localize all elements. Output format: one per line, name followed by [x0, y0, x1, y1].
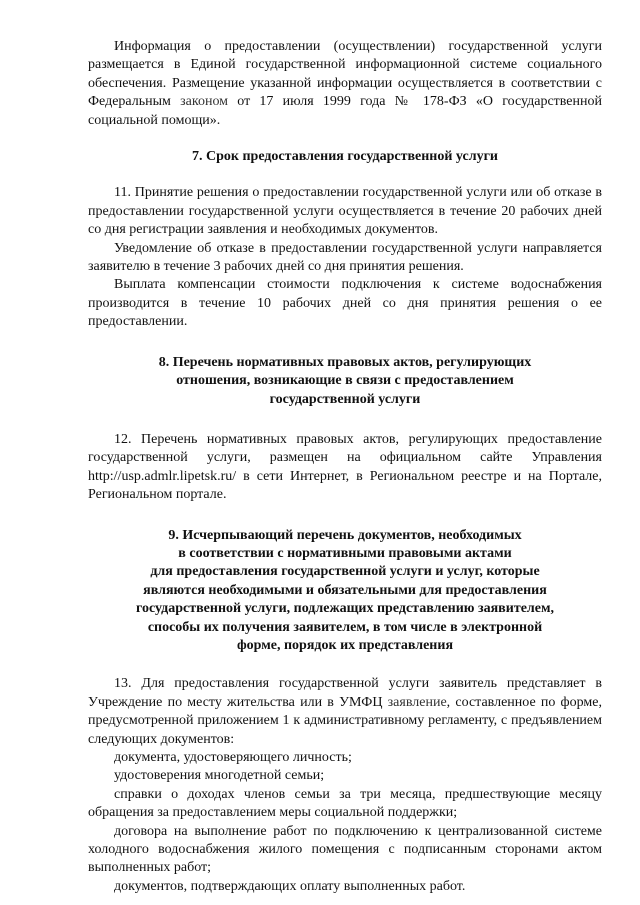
section-8-title-line: 8. Перечень нормативных правовых актов, регулирующих [158, 354, 532, 370]
section-9-title-line: 9. Исчерпывающий перечень документов, необходимых [168, 527, 522, 543]
section-9-title-line: государственной услуги, подлежащих представлению заявителем, [135, 601, 555, 617]
law-link[interactable]: законом [180, 94, 229, 110]
document-list-item: договора на выполнение работ по подключению к централизованной системе холодного водоснабжения жилого помещения с подписанным сторонами актом выполненных работ; [88, 823, 602, 876]
document-list-item: документов, подтверждающих оплату выполненных работ. [114, 878, 466, 894]
section-9-title-line: являются необходимыми и обязательными для предоставления [143, 582, 547, 598]
intro-paragraph [88, 38, 602, 130]
section-9-title-line: для предоставления государственной услуги и услуг, которые [150, 564, 540, 580]
section-8-heading [88, 354, 602, 409]
intro-text-end: от 17 июля 1999 года № 178-ФЗ «О государственной социальной помощи». [88, 94, 602, 128]
section-7-paragraph: Уведомление об отказе в предоставлении государственной услуги направляется заявителю в течение 3 рабочих дней со дня принятия решения. [88, 240, 602, 275]
section-9-paragraph [88, 675, 602, 749]
section-7-heading [88, 148, 602, 166]
section-9-heading [88, 527, 602, 656]
document-list-item: удостоверения многодетной семьи; [114, 768, 325, 784]
application-link[interactable]: заявление [387, 694, 447, 710]
intro-text-start: Информация о предоставлении (осуществлении) государственной услуги размещается в Единой государственной информационной системе социального обеспечения. Размещение указанной информации осуществляется в соответствии с Федеральным [88, 39, 602, 110]
section-7-title: 7. Срок предоставления государственной услуги [192, 149, 498, 165]
section-8-paragraph: 12. Перечень нормативных правовых актов, регулирующих предоставление государственной услуги, размещен на официальном сайте Управления http://usp.admlr.lipetsk.ru/ в сети Интернет, в Региональном реестре и на Портале, Региональном портале. [88, 431, 602, 503]
section-9-title-line: форме, порядок их представления [236, 637, 454, 653]
section-9-title-line: в соответствии с нормативными правовыми актами [178, 545, 512, 561]
section-9-title-line: способы их получения заявителем, в том числе в электронной [147, 619, 543, 635]
section-8-title-line: отношения, возникающие в связи с предоставлением [176, 373, 514, 389]
section-7-paragraph: 11. Принятие решения о предоставлении государственной услуги или об отказе в предоставлении государственной услуги осуществляется в течение 20 рабочих дней со дня регистрации заявления и необходимых документов. [88, 185, 602, 238]
section-9-text-start: 13. Для предоставления государственной услуги заявитель представляет в Учреждение по месту жительства или в УМФЦ [88, 676, 602, 710]
document-list-item: справки о доходах членов семьи за три месяца, предшествующие месяцу обращения за предоставлением меры социальной поддержки; [88, 786, 602, 821]
section-9-text-end: , составленное по форме, предусмотренной приложением 1 к административному регламенту, с предъявлением следующих документов: [88, 694, 602, 747]
document-list-item: документа, удостоверяющего личность; [114, 750, 352, 765]
section-8-title-line: государственной услуги [269, 391, 421, 407]
section-7-paragraph: Выплата компенсации стоимости подключения к системе водоснабжения производится в течение 10 рабочих дней со дня принятия решения о ее предоставлении. [88, 277, 602, 330]
